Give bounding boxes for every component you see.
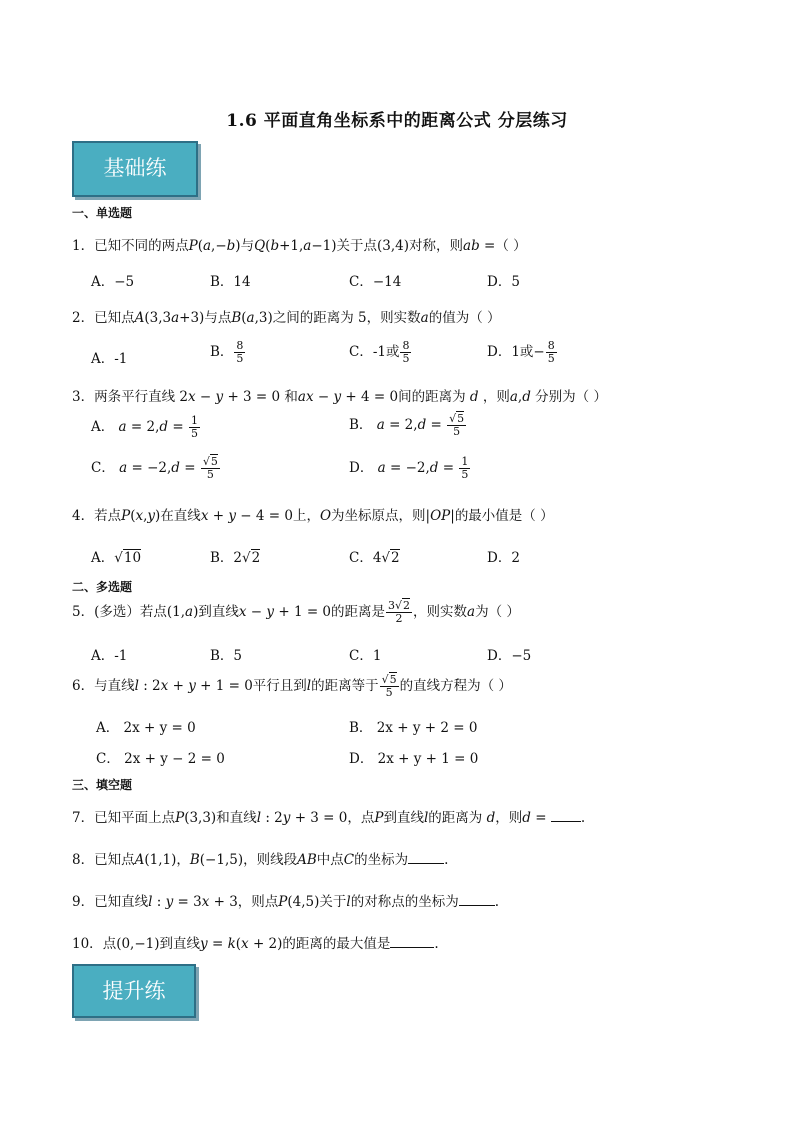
q2-option-a: A．-1 (91, 351, 128, 367)
q4-option-b: B．2√2 (210, 550, 261, 566)
q5-option-b: B．5 (210, 648, 243, 664)
question-3: 3．两条平行直线 2x − y + 3 = 0 和ax − y + 4 = 0间的距离为 d ，则a,d 分别为（ ） (72, 389, 607, 405)
q4-option-c: C．4√2 (349, 550, 400, 566)
q6-option-d: D． 2x + y + 1 = 0 (349, 751, 479, 767)
q2-option-c: C．-1或 $\frac{8}{5}$ (349, 339, 410, 365)
q5-option-c: C．1 (349, 648, 382, 664)
question-10: 10．点(0,−1)到直线y = k(x + 2)的距离的最大值是 . (72, 936, 439, 952)
section-tag-advanced: 提升练 (72, 964, 196, 1018)
question-2: 2．已知点A(3,3a+3)与点B(a,3)之间的距离为 5，则实数a的值为（ ） (72, 310, 501, 326)
q3-option-b: B． a = 2,d = $\frac{√5}{5}$ (349, 412, 465, 438)
question-4: 4．若点P(x,y)在直线x + y − 4 = 0上，O为坐标原点，则|OP|的最小值是（ ） (72, 508, 554, 524)
q3-option-a: A． a = 2,d = $\frac{1}{5}$ (91, 414, 198, 440)
page-title: 1.6 平面直角坐标系中的距离公式 分层练习 (226, 111, 568, 131)
question-5: 5．(多选）若点(1,a)到直线x − y + 1 = 0的距离是 $\frac{3√2}{2}$ ，则实数a为（ ） (72, 599, 520, 625)
q2-option-b: B． $\frac{8}{5}$ (210, 339, 244, 365)
section-heading-single-choice: 一、单选题 (72, 206, 133, 220)
q1-option-a: A．−5 (91, 274, 135, 290)
q6-option-a: A． 2x + y = 0 (96, 720, 196, 736)
question-9: 9．已知直线l : y = 3x + 3，则点P(4,5)关于l的对称点的坐标为 . (72, 894, 500, 910)
section-heading-multi-choice: 二、多选题 (72, 580, 133, 594)
question-1: 1．已知不同的两点P(a,−b)与Q(b+1,a−1)关于点(3,4)对称，则ab =（ ） (72, 238, 527, 254)
section-tag-basic: 基础练 (72, 141, 198, 197)
q3-option-d: D． a = −2,d = $\frac{1}{5}$ (349, 455, 469, 481)
q6-option-b: B． 2x + y + 2 = 0 (349, 720, 478, 736)
q5-option-a: A．-1 (91, 648, 128, 664)
q6-option-c: C． 2x + y − 2 = 0 (96, 751, 225, 767)
q4-option-a: A．√10 (91, 550, 142, 566)
question-6: 6．与直线l : 2x + y + 1 = 0平行且到l的距离等于 $\frac{√5}{5}$ 的直线方程为（ ） (72, 673, 512, 699)
q1-option-c: C．−14 (349, 274, 402, 290)
question-8: 8．已知点A(1,1)，B(−1,5)，则线段AB中点C的坐标为 . (72, 852, 449, 868)
q5-option-d: D．−5 (487, 648, 532, 664)
question-7: 7．已知平面上点P(3,3)和直线l : 2y + 3 = 0，点P到直线l的距离为 d，则d = . (72, 810, 586, 826)
q2-option-d: D．1或− $\frac{8}{5}$ (487, 339, 555, 365)
q1-option-d: D．5 (487, 274, 520, 290)
q1-option-b: B．14 (210, 274, 251, 290)
q4-option-d: D．2 (487, 550, 520, 566)
section-heading-fill-in: 三、填空题 (72, 778, 133, 792)
q3-option-c: C． a = −2,d = $\frac{√5}{5}$ (91, 455, 218, 481)
